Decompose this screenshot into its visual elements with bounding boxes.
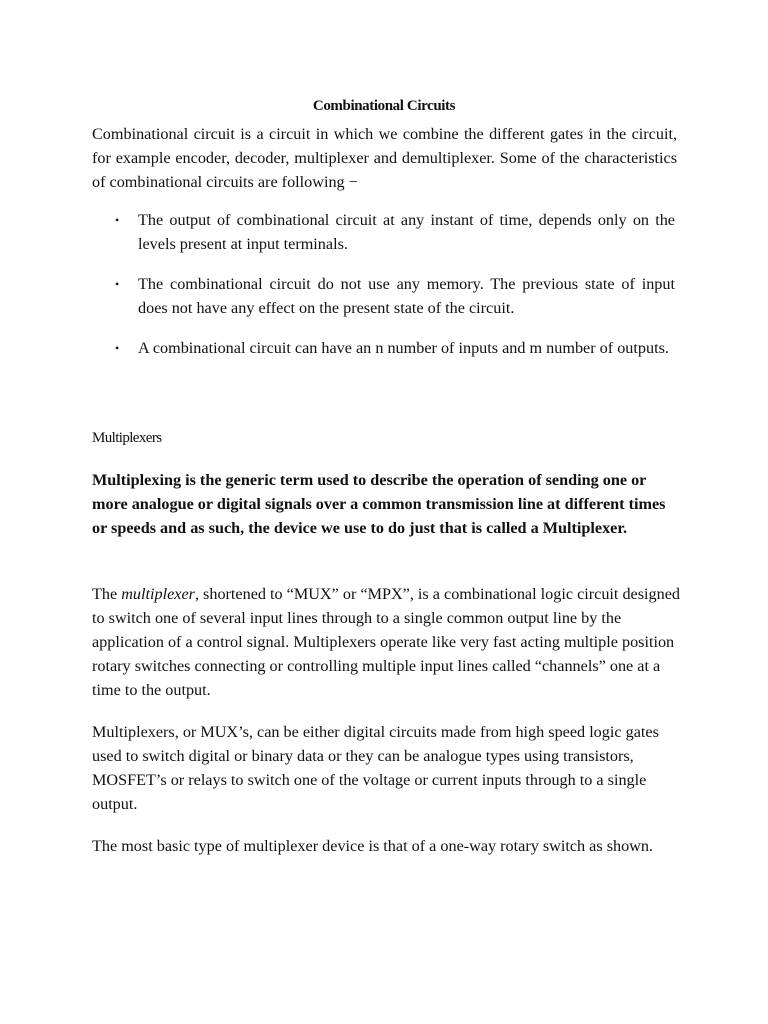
paragraph-rest-text: , shortened to “MUX” or “MPX”, is a combinational logic circuit designed to switch one of several input lines through to a single common output line by the application of a control signal. Multiplexers operate like very fast acting multiple position rotary switches connecting or controlling multiple input lines called “channels” one at a time to the output. bbox=[92, 585, 681, 699]
list-item-text: The output of combinational circuit at any instant of time, depends only on the levels present at input terminals. bbox=[138, 211, 675, 253]
multiplexing-definition-paragraph: Multiplexing is the generic term used to describe the operation of sending one or more analogue or digital signals over a common transmission line at different times or speeds and as such, the device we use to do just that is called a Multiplexer. bbox=[92, 471, 666, 537]
paragraph-lead-text: The bbox=[92, 585, 122, 603]
page-title: Combinational Circuits bbox=[312, 98, 456, 114]
mux-types-paragraph: Multiplexers, or MUX’s, can be either digital circuits made from high speed logic gates used to switch digital or binary data or they can be analogue types using transistors, MOSFET’s or relays to switch one of the voltage or current inputs through to a single output. bbox=[92, 723, 659, 813]
bullet-icon: • bbox=[115, 341, 120, 355]
list-item bbox=[113, 336, 675, 360]
section-heading-multiplexers: Multiplexers bbox=[92, 430, 162, 446]
characteristics-list bbox=[113, 208, 675, 376]
list-item bbox=[113, 272, 675, 320]
bullet-icon: • bbox=[115, 277, 120, 291]
list-item-text: A combinational circuit can have an n number of inputs and m number of outputs. bbox=[138, 339, 669, 357]
rotary-switch-paragraph: The most basic type of multiplexer device is that of a one-way rotary switch as shown. bbox=[92, 837, 654, 855]
intro-paragraph: Combinational circuit is a circuit in which we combine the different gates in the circuit, for example encoder, decoder, multiplexer and demultiplexer. Some of the characteristics of combinational circuits are following − bbox=[92, 125, 677, 191]
bullet-icon: • bbox=[115, 213, 120, 227]
paragraph-italic-term: multiplexer bbox=[121, 585, 195, 603]
list-item-text: The combinational circuit do not use any memory. The previous state of input does not have any effect on the present state of the circuit. bbox=[138, 275, 675, 317]
multiplexer-description-paragraph bbox=[92, 582, 682, 702]
list-item bbox=[113, 208, 675, 256]
